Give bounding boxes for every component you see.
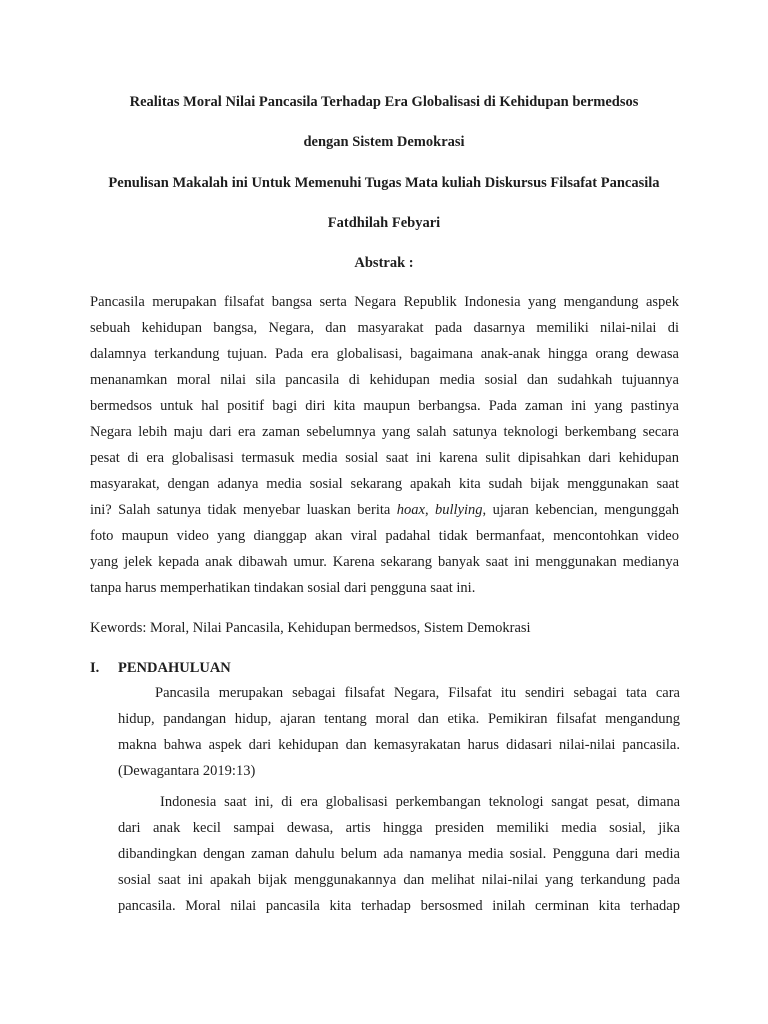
abstract-text: ini? Salah satunya tidak menyebar luaskan berita xyxy=(90,502,397,518)
abstract-last-line: tanpa harus memperhatikan tindakan sosial dari pengguna saat ini. xyxy=(90,580,476,596)
italic-term-bullying: bullying xyxy=(435,502,483,518)
abstract-heading: Abstrak : xyxy=(354,255,414,271)
abstract-line: Pancasila merupakan filsafat bangsa serta Negara Republik Indonesia yang mengandung aspek xyxy=(90,294,679,310)
keywords: Kewords: Moral, Nilai Pancasila, Kehidupan bermedsos, Sistem Demokrasi xyxy=(90,620,531,636)
paragraph-line: Pancasila merupakan sebagai filsafat Negara, Filsafat itu sendiri sebagai tata cara xyxy=(155,685,680,701)
section-title: PENDAHULUAN xyxy=(118,660,231,676)
subtitle: Penulisan Makalah ini Untuk Memenuhi Tugas Mata kuliah Diskursus Filsafat Pancasila xyxy=(108,175,660,191)
paragraph-line: sosial saat ini apakah bijak menggunakannya dan melihat nilai-nilai yang terkandung pada xyxy=(118,872,680,888)
abstract-line: yang jelek kepada anak dibawah umur. Karena sekarang banyak saat ini menggunakan medianya xyxy=(90,554,679,570)
paragraph-line: Indonesia saat ini, di era globalisasi perkembangan teknologi sangat pesat, dimana xyxy=(160,794,680,810)
citation: (Dewagantara 2019:13) xyxy=(118,763,256,779)
abstract-text: , ujaran kebencian, mengunggah xyxy=(482,502,680,518)
abstract-line: pesat di era globalisasi termasuk media sosial saat ini karena sulit dipisahkan dari kehidupan xyxy=(90,450,679,466)
abstract-text: , xyxy=(424,502,436,518)
title-line-1: Realitas Moral Nilai Pancasila Terhadap Era Globalisasi di Kehidupan bermedsos xyxy=(129,94,639,110)
abstract-line: bermedsos untuk hal positif bagi diri kita maupun berbangsa. Pada zaman ini yang pastinya xyxy=(90,398,679,414)
paragraph-line: makna bahwa aspek dari kehidupan dan kemasyrakatan harus didasari nilai-nilai pancasila. xyxy=(118,737,680,753)
abstract-line: menanamkan moral nilai sila pancasila di kehidupan media sosial dan sudahkah tujuannya xyxy=(90,372,679,388)
abstract-line-with-italics xyxy=(90,501,679,519)
abstract-line: foto maupun video yang dianggap akan viral padahal tidak bermanfaat, mencontohkan video xyxy=(90,528,679,544)
italic-term-hoax: hoax xyxy=(396,502,425,518)
paragraph-line: pancasila. Moral nilai pancasila kita terhadap bersosmed inilah cerminan kita terhadap xyxy=(118,898,680,914)
abstract-line: masyarakat, dengan adanya media sosial sekarang apakah kita sudah bijak menggunakan saat xyxy=(90,476,679,492)
title-line-2: dengan Sistem Demokrasi xyxy=(303,134,465,150)
author-name: Fatdhilah Febyari xyxy=(327,215,441,231)
abstract-line: Negara lebih maju dari era zaman sebelumnya yang salah satunya teknologi berkembang secara xyxy=(90,424,679,440)
abstract-line: sebuah kehidupan bangsa, Negara, dan masyarakat pada dasarnya memiliki nilai-nilai di xyxy=(90,320,679,336)
paragraph-line: hidup, pandangan hidup, ajaran tentang moral dan etika. Pemikiran filsafat mengandung xyxy=(118,711,680,727)
paragraph-line: dibandingkan dengan zaman dahulu belum ada namanya media sosial. Pengguna dari media xyxy=(118,846,680,862)
section-number: I. xyxy=(90,660,100,676)
abstract-line: dalamnya terkandung tujuan. Pada era globalisasi, bagaimana anak-anak hingga orang dewasa xyxy=(90,346,679,362)
paragraph-line: dari anak kecil sampai dewasa, artis hingga presiden memiliki media sosial, jika xyxy=(118,820,680,836)
